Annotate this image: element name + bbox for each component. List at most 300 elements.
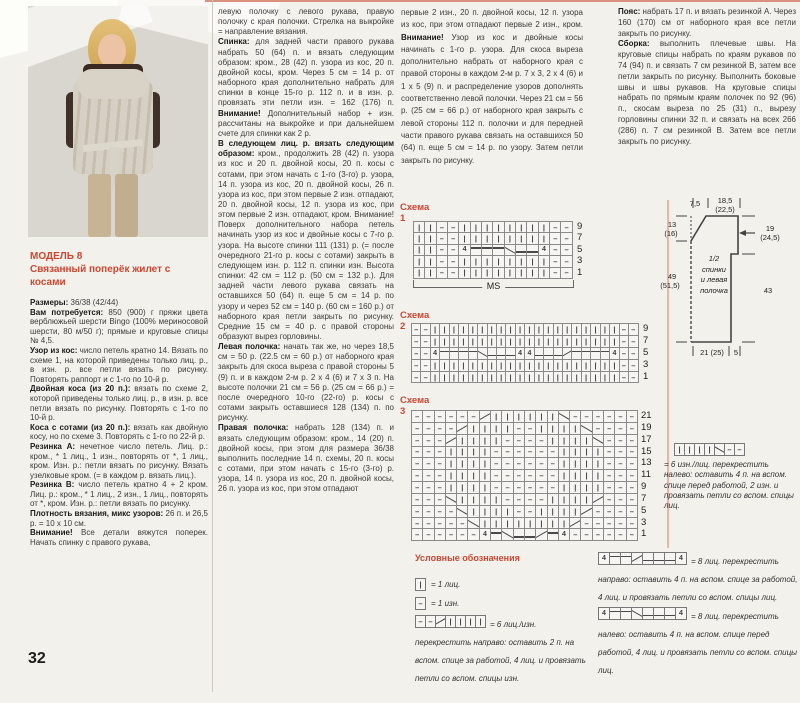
chart-cell: – — [514, 447, 525, 459]
chart-cell: – — [435, 529, 446, 541]
chart-cell: – — [629, 336, 638, 348]
model-photo — [28, 6, 208, 237]
chart-cell: | — [446, 470, 457, 482]
chart-cell: – — [525, 506, 536, 518]
chart-cell: | — [480, 482, 491, 494]
chart-cell: – — [581, 411, 592, 423]
legend-item-4 — [664, 442, 797, 511]
chart-cell: | — [457, 482, 468, 494]
bold-lead: Левая полочка: — [218, 342, 281, 352]
chart-cell: | — [414, 256, 425, 267]
chart-cell: – — [435, 482, 446, 494]
chart-cell: | — [482, 268, 493, 279]
chart-cell: – — [412, 506, 423, 518]
chart-cell: | — [488, 360, 497, 372]
chart-cell: | — [471, 222, 482, 233]
chart-cell — [536, 529, 547, 541]
chart-cell: | — [468, 435, 479, 447]
chart-cell: – — [423, 494, 434, 506]
chart-cell: | — [459, 324, 468, 336]
chart-cell: 4 — [539, 245, 550, 256]
chart-cell: | — [506, 372, 515, 384]
row-number: 7 — [641, 492, 647, 504]
chart-cell: | — [581, 435, 592, 447]
chart-cell — [457, 506, 468, 518]
chart-cell: – — [604, 470, 615, 482]
chart-cell: – — [627, 411, 638, 423]
chart-cell — [559, 411, 570, 423]
chart-cell: – — [446, 518, 457, 530]
chart-cell — [554, 348, 563, 360]
chart-cell: | — [414, 268, 425, 279]
chart-cell: | — [468, 458, 479, 470]
chart-cell: – — [423, 518, 434, 530]
chart-cell: | — [572, 360, 581, 372]
chart-cell: | — [570, 494, 581, 506]
chart-cell: | — [593, 458, 604, 470]
paragraph — [618, 7, 796, 39]
chart-cell: | — [457, 447, 468, 459]
chart-cell — [525, 529, 536, 541]
chart-cell: – — [437, 233, 448, 244]
measure-21-25: 21 (25) — [700, 348, 724, 357]
chart-cell: – — [561, 233, 572, 244]
chart-cell — [570, 518, 581, 530]
row-number: 7 — [643, 334, 649, 346]
chart-cell: | — [414, 233, 425, 244]
legend-item-2 — [415, 595, 459, 613]
row-number: 11 — [641, 469, 651, 481]
chart-cell: – — [525, 482, 536, 494]
cable-symbol — [598, 607, 687, 620]
chart-cell: | — [570, 506, 581, 518]
cable-symbol — [598, 552, 687, 565]
chart-cell — [563, 348, 572, 360]
chart-cell: | — [516, 372, 525, 384]
chart-cell: 4 — [431, 348, 440, 360]
chart-title: Схема 2 — [400, 310, 430, 332]
chart-cell: | — [548, 518, 559, 530]
chart-cell: | — [570, 458, 581, 470]
chart-cell — [548, 529, 559, 541]
chart-cell: – — [536, 435, 547, 447]
chart-cell: | — [544, 372, 553, 384]
chart-cell: | — [468, 470, 479, 482]
chart-cell — [632, 608, 643, 620]
chart-cell: – — [548, 458, 559, 470]
chart-cell: – — [448, 245, 459, 256]
chart-cell: | — [505, 268, 516, 279]
chart-cell — [715, 444, 725, 456]
chart-cell: | — [502, 506, 513, 518]
chart-cell: | — [425, 222, 436, 233]
chart-cell: | — [480, 518, 491, 530]
chart-cell: | — [544, 360, 553, 372]
chart-cell: | — [525, 336, 534, 348]
chart-cell: | — [570, 423, 581, 435]
chart-cell: | — [601, 372, 610, 384]
chart-cell: | — [440, 336, 449, 348]
chart-cell: – — [412, 494, 423, 506]
chart-cell: | — [559, 494, 570, 506]
chart-cell: | — [554, 336, 563, 348]
chart-cell: | — [491, 411, 502, 423]
measure-22-5: (22,5) — [715, 205, 735, 214]
chart-cell: – — [514, 482, 525, 494]
measure-13: 13 — [667, 220, 677, 229]
chart-cell: – — [627, 447, 638, 459]
chart-cell: | — [488, 324, 497, 336]
chart-cell — [516, 245, 527, 256]
chart-cell — [468, 518, 479, 530]
knitting-schematic — [656, 196, 800, 376]
chart-cell: | — [536, 423, 547, 435]
chart-cell: – — [593, 423, 604, 435]
chart-cell: – — [412, 518, 423, 530]
chart-cell: – — [525, 458, 536, 470]
chart-cell: | — [610, 324, 619, 336]
chart-cell: | — [502, 518, 513, 530]
chart-cell: | — [516, 222, 527, 233]
chart-cell — [493, 245, 504, 256]
paragraph — [30, 509, 208, 528]
chart-cell: | — [431, 336, 440, 348]
body-text: первые 2 изн., 20 п. двойной косы, 12 п. узора из кос, при этом отпадают первые 2 изн., кром. — [401, 8, 583, 30]
chart-cell: – — [423, 470, 434, 482]
chart-cell: 4 — [599, 553, 610, 565]
chart-cell: | — [493, 268, 504, 279]
chart-cell: | — [610, 336, 619, 348]
chart-cell: – — [412, 411, 423, 423]
chart-cell: – — [446, 506, 457, 518]
bold-lead: Вам потребуется: — [30, 307, 104, 317]
body-text: число петель кратно 4 + 2 кром. Лиц. р.: кром., * 1 лиц., 2 изн., 1 лиц., повторять от *, кром. Изн. р.: петли вязать по рисунку. — [30, 480, 208, 509]
paragraph — [30, 480, 208, 509]
chart-cell: | — [685, 444, 695, 456]
chart-cell: – — [423, 423, 434, 435]
chart-cell: | — [559, 423, 570, 435]
chart-cell: – — [502, 447, 513, 459]
measure-18-5: 18,5 — [717, 196, 733, 205]
row-number: 17 — [641, 433, 652, 445]
chart-cell: | — [539, 256, 550, 267]
chart-cell: – — [561, 222, 572, 233]
chart-cell: | — [491, 423, 502, 435]
chart-cell: – — [620, 360, 629, 372]
model-number: МОДЕЛЬ 8 — [30, 251, 83, 262]
chart-cell: – — [604, 482, 615, 494]
chart-cell: | — [505, 233, 516, 244]
chart-cell: – — [615, 529, 626, 541]
chart-cell — [497, 348, 506, 360]
chart-cell: 4 — [610, 348, 619, 360]
chart-cell — [621, 608, 632, 620]
chart-cell: | — [548, 423, 559, 435]
paragraph — [30, 298, 208, 308]
chart-cell: | — [459, 372, 468, 384]
chart-cell: – — [514, 470, 525, 482]
chart-cell: – — [615, 411, 626, 423]
chart-cell: – — [615, 494, 626, 506]
chart-cell: – — [627, 458, 638, 470]
column-right — [618, 7, 796, 147]
bold-lead: Плотность вязания, микс узоров: — [30, 509, 164, 519]
chart-title: Схема 3 — [400, 395, 430, 417]
chart-cell: | — [548, 411, 559, 423]
chart-cell: – — [604, 447, 615, 459]
chart-cell: | — [502, 411, 513, 423]
legend-text: = 8 лиц. перекрестить направо: оставить 4 п. на вспом. спице за работой, 4 лиц. и провязать петли со вспом. спицы лиц. — [598, 557, 798, 602]
chart-cell: – — [604, 411, 615, 423]
schematic-caption — [694, 254, 734, 296]
chart-cell: – — [457, 411, 468, 423]
chart-cell — [482, 245, 493, 256]
chart-cell: – — [627, 470, 638, 482]
chart-cell: | — [506, 360, 515, 372]
chart-cell: – — [593, 529, 604, 541]
chart-cell: | — [527, 268, 538, 279]
measure-5: 5 — [733, 348, 739, 357]
chart-cell: – — [593, 506, 604, 518]
chart-cell — [457, 423, 468, 435]
chart-cell: 4 — [599, 608, 610, 620]
cable-symbol — [674, 443, 745, 456]
body-text: Дополнительный набор + изн. рассчитаны на выкройке и при дальнейшем счете для спинки как 2 р. — [218, 108, 394, 138]
chart-cell: | — [582, 324, 591, 336]
bold-lead: В следующем лиц. р. вязать следующим образом: — [218, 139, 394, 159]
chart-cell: – — [615, 506, 626, 518]
chart-cell: – — [627, 435, 638, 447]
chart-cell: – — [548, 447, 559, 459]
chart-cell: – — [421, 336, 430, 348]
chart-cell: 4 — [559, 529, 570, 541]
chart-cell: | — [446, 616, 456, 628]
chart-cell: | — [450, 372, 459, 384]
chart-cell: – — [491, 470, 502, 482]
chart-cell — [440, 348, 449, 360]
chart-cell: | — [488, 336, 497, 348]
chart-cell: | — [593, 482, 604, 494]
caption-line: полочка — [700, 285, 728, 295]
chart-cell: – — [627, 423, 638, 435]
chart-cell — [610, 608, 621, 620]
chart-cell: – — [412, 482, 423, 494]
chart-cell — [488, 348, 497, 360]
chart-cell: | — [497, 360, 506, 372]
chart-cell: – — [423, 447, 434, 459]
chart-cell: – — [421, 348, 430, 360]
paragraph — [30, 442, 208, 480]
chart-cell: | — [450, 336, 459, 348]
chart-cell: – — [412, 470, 423, 482]
chart-cell: – — [620, 372, 629, 384]
chart-cell: – — [468, 411, 479, 423]
chart-cell: – — [615, 447, 626, 459]
chart-cell: | — [582, 372, 591, 384]
legend-item-3 — [415, 614, 593, 686]
ms-bracket — [413, 280, 574, 291]
chart-cell: | — [559, 518, 570, 530]
chart-cell: | — [559, 506, 570, 518]
legend-item-1 — [415, 576, 460, 594]
row-number: 9 — [643, 323, 649, 334]
body-text: кром., продолжить 28 (42) п. узора из кос и 20 п. двойной косы, 20 п. косы с сотами, при этом начать с 1-го (3-го) р. узора, 14 п. узора из кос, 20 п. двойной косы, 26 п. узора из кос, при этом первые 2 изн. отпадают, 20 п. двойной косы, 12 п. узора из кос, при этом первые 2 изн. отпадают, кром. Внимание! Поверх дополнительного набора петель начинать узор из кос и двойные косы с 7-го р. узора. На высоте спинки 111 (131) р. (= после очередного 21-го р. косы с сотами) закрыть в следующем изн. р. 112 п. спинки изн. Высота спинки: 42 см = 112 р. (50 см = 132 р.). Для задней части левого рукава связать на оставшихся 50 (64) п. еще 5 см = 14 р. по узору и через 52 см = 140 р. (60 см = 160 р.) от наборного края петли закрыть по рисунку. Средние 15 см = 40 р. с правой стороны образуют вырез горловины. — [218, 149, 394, 341]
chart-cell: | — [469, 324, 478, 336]
chart-cell: | — [582, 336, 591, 348]
chart-cell: | — [675, 444, 685, 456]
chart-cell: | — [480, 447, 491, 459]
body-text: число петель кратно 14. Вязать по схеме 1, на которой приведены только лиц. р., в изн. р. все петли вязать по рисунку. Повторять раппорт и с 1-го по 10-й р. — [30, 345, 208, 384]
chart-cell — [582, 348, 591, 360]
chart-cell: | — [459, 336, 468, 348]
chart-cell: – — [550, 268, 561, 279]
body-text: левую полочку с левого рукава, правую полочку с края полочки. Стрелка на выкройке = направление вязания. — [218, 7, 394, 37]
chart-cell: – — [604, 435, 615, 447]
chart-cell: – — [525, 423, 536, 435]
chart-cell: | — [601, 324, 610, 336]
chart-cell: | — [471, 256, 482, 267]
chart-cell — [527, 245, 538, 256]
chart-cell: – — [615, 482, 626, 494]
chart-cell: | — [601, 360, 610, 372]
body-text: нечетное число петель. Лиц. р.: кром., * 1 лиц., 1 изн., повторять от *, 1 лиц., кром. Изн. р.: петли вязать по рисунку. Вязать узелковые кром. (= в каждом р. вязать лиц.). — [30, 441, 209, 480]
chart-cell: – — [536, 458, 547, 470]
chart-cell: – — [435, 494, 446, 506]
chart-cell: | — [554, 324, 563, 336]
chart-cell: | — [516, 256, 527, 267]
chart-cell: | — [478, 336, 487, 348]
chart-cell: – — [435, 518, 446, 530]
chart-cell: | — [457, 470, 468, 482]
chart-cell: | — [563, 336, 572, 348]
body-text: набрать 17 п. и вязать резинкой А. Через 160 (170) см от наборного края все петли закрыть по рисунку. — [618, 7, 796, 38]
chart-cell: | — [440, 324, 449, 336]
row-number: 5 — [641, 504, 647, 516]
chart-cell: | — [480, 494, 491, 506]
paragraph — [218, 7, 394, 37]
chart-cell: | — [572, 336, 581, 348]
chart-cell: – — [627, 494, 638, 506]
chart-cell: | — [456, 616, 466, 628]
body-text: 36/38 (42/44) — [68, 298, 119, 307]
chart-cell: – — [435, 470, 446, 482]
chart-cell — [621, 553, 632, 565]
chart-cell: | — [480, 470, 491, 482]
chart-cell: – — [514, 435, 525, 447]
chart-cell — [505, 245, 516, 256]
chart-cell: – — [514, 423, 525, 435]
chart-cell: | — [516, 324, 525, 336]
chart-cell: | — [535, 324, 544, 336]
paragraph — [30, 528, 208, 547]
chart-cell: – — [514, 506, 525, 518]
chart-cell: – — [615, 435, 626, 447]
stitch-symbol — [415, 597, 426, 610]
chart-cell: – — [550, 222, 561, 233]
chart-cell: – — [629, 372, 638, 384]
chart-cell: | — [480, 458, 491, 470]
chart-cell: | — [502, 423, 513, 435]
paragraph — [401, 7, 583, 167]
chart-cell: – — [629, 360, 638, 372]
chart-cell: | — [610, 372, 619, 384]
chart-cell: | — [582, 360, 591, 372]
chart-cell: | — [425, 268, 436, 279]
body-text: начать так же, но через 18,5 см = 50 р. (22.5 см = 60 р.) от наборного края закрыть для скоса выреза с правой стороны 5 (9) п. и в каждом 2-м р. 2 x 4 (6) и 7 x 3 п. На высоте полочки 21 см = 56 р. (25 см = 66 р.) = после очередного 10-го (22-го) р. косы с сотами закрыть оставшиеся 128 (134) п. по рисунку. — [218, 342, 394, 423]
chart-cell — [654, 553, 665, 565]
chart-cell: – — [435, 411, 446, 423]
chart-cell: – — [627, 518, 638, 530]
model-leg — [115, 174, 138, 237]
chart-cell: | — [459, 233, 470, 244]
row-number: 13 — [641, 457, 652, 469]
chart-cell — [469, 348, 478, 360]
paragraph — [30, 384, 208, 422]
chart-cell: – — [604, 529, 615, 541]
paragraph — [30, 346, 208, 384]
chart-cell: | — [450, 324, 459, 336]
chart-cell: – — [448, 256, 459, 267]
body-text: 26 п. и 26,5 р. = 10 x 10 см. — [30, 509, 208, 528]
chart-cell: – — [525, 494, 536, 506]
caption-line: 1/2 — [708, 254, 720, 263]
chart-cell: – — [570, 411, 581, 423]
row-number: 9 — [641, 481, 647, 493]
chart-cell: | — [440, 372, 449, 384]
chart-cell: | — [705, 444, 715, 456]
row-number: 3 — [641, 516, 647, 528]
body-text: набрать 128 (134) п. и вязать следующим образом: кром., 14 (20) п. двойной косы, при этом для размера 36/38 выполнить последние 14 п. схемы, 20 п. косы с сотами, при этом начать с 15-го (3-го) р. узора, 14 п. узора из кос, 20 п. двойной косы, 26 п. узора из кос, при этом отпадают — [218, 423, 394, 494]
chart-cell: | — [482, 222, 493, 233]
chart-cell: | — [563, 360, 572, 372]
chart-cell: | — [480, 435, 491, 447]
paragraph — [218, 423, 394, 494]
chart-cell: | — [570, 482, 581, 494]
chart-cell: | — [478, 360, 487, 372]
chart-cell — [502, 529, 513, 541]
chart-cell: | — [559, 458, 570, 470]
chart-cell: – — [416, 598, 426, 610]
row-number: 7 — [577, 232, 583, 244]
legend-text: = 6 изн./лиц. перекрестить налево: оставить 4 п. на вспом. спице перед работой, 2 изн. и провязать петли со вспом. спицы лиц. — [664, 460, 794, 511]
bold-lead: Резинка В: — [30, 480, 75, 490]
chart-cell: – — [615, 423, 626, 435]
chart-cell: | — [527, 222, 538, 233]
chart-cell: – — [435, 423, 446, 435]
bold-lead: Правая полочка: — [218, 423, 289, 433]
chart-cell — [632, 553, 643, 565]
chart-cell: – — [620, 348, 629, 360]
chart-cell: – — [412, 423, 423, 435]
chart-cell — [506, 348, 515, 360]
chart-cell: | — [591, 372, 600, 384]
bold-lead: Внимание! — [401, 32, 444, 42]
chart-cell: – — [620, 324, 629, 336]
chart-cell: – — [615, 518, 626, 530]
column-divider — [212, 0, 213, 692]
chart-cell: | — [469, 336, 478, 348]
chart-cell: | — [457, 458, 468, 470]
chart-cell: – — [502, 435, 513, 447]
chart-cell — [654, 608, 665, 620]
chart-cell: | — [548, 506, 559, 518]
chart-cell: | — [478, 372, 487, 384]
chart-cell: – — [502, 494, 513, 506]
chart-cell: – — [412, 435, 423, 447]
chart-cell: – — [491, 447, 502, 459]
chart-cell: | — [563, 372, 572, 384]
chart-cell: – — [735, 444, 745, 456]
